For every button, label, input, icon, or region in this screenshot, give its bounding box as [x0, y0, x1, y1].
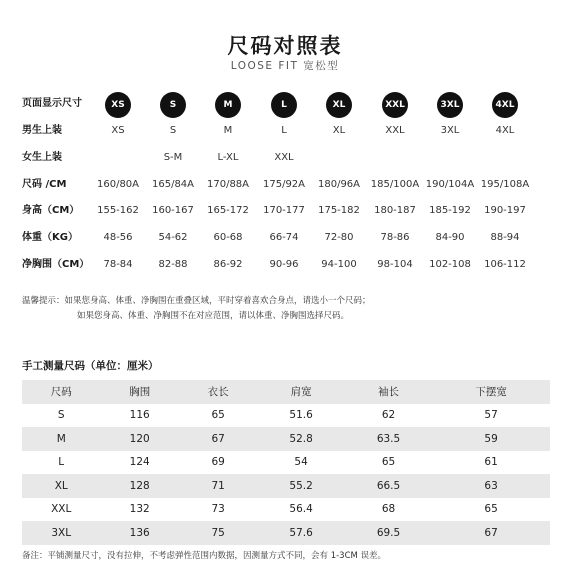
measurement-cell: 69.5	[345, 521, 432, 545]
size-cell: 170/88A	[206, 179, 250, 190]
column-header: 衣长	[179, 380, 257, 404]
measurement-cell: 67	[432, 521, 550, 545]
measurement-cell: 65	[211, 409, 225, 422]
size-cell: 180-187	[374, 205, 416, 216]
size-cell: 78-84	[103, 259, 133, 270]
size-chart-row	[0, 175, 570, 195]
measurement-cell: 69	[211, 456, 225, 469]
size-name-cell: M	[22, 427, 100, 451]
size-cell: 190-197	[484, 205, 526, 216]
size-cell: 175/92A	[262, 179, 306, 190]
measurement-cell: 116	[129, 409, 150, 422]
measurement-cell: 73	[211, 503, 225, 516]
size-cell: 155-162	[97, 205, 139, 216]
measurement-cell: 52.8	[257, 427, 344, 451]
row-label: 净胸围（CM）	[22, 259, 90, 270]
size-badge: XS	[105, 92, 131, 118]
measurement-cell: 51.6	[289, 409, 313, 422]
size-cell: 94-100	[321, 259, 357, 270]
row-label: 页面显示尺寸	[22, 98, 82, 109]
size-cell: 88-94	[490, 232, 520, 243]
size-cell: 185/100A	[370, 179, 420, 190]
size-name-cell: XL	[22, 474, 100, 498]
tips-line-1: 温馨提示：如果您身高、体重、净胸围在重叠区域，平时穿着喜欢合身点，请选小一个尺码；	[22, 296, 371, 306]
measurement-cell: 128	[100, 474, 178, 498]
tips-block	[22, 294, 371, 324]
size-cell: 86-92	[213, 259, 243, 270]
size-cell: S-M	[163, 152, 183, 163]
measurement-heading: 手工测量尺码（单位：厘米）	[22, 360, 159, 372]
table-row	[22, 427, 550, 451]
measurement-cell: 54	[294, 456, 308, 469]
size-chart-row	[0, 94, 570, 114]
size-cell: 160/80A	[96, 179, 140, 190]
size-cell: M	[223, 125, 233, 136]
size-cell: 82-88	[158, 259, 188, 270]
row-label: 尺码 /CM	[22, 179, 67, 190]
size-cell: XXL	[385, 125, 405, 136]
size-cell: XS	[111, 125, 125, 136]
row-label: 女生上装	[22, 152, 62, 163]
column-header: 胸围	[100, 380, 178, 404]
size-cell	[420, 148, 480, 168]
measurement-table	[22, 380, 550, 545]
size-cell: 72-80	[324, 232, 354, 243]
measurement-cell: 55.2	[257, 474, 344, 498]
size-name-cell: XXL	[51, 503, 72, 516]
measurement-cell: 63.5	[345, 427, 432, 451]
measurement-cell: 63	[432, 474, 550, 498]
size-cell: 98-104	[377, 259, 413, 270]
size-cell: 180/96A	[317, 179, 361, 190]
row-label: 身高（CM）	[22, 205, 80, 216]
measurement-cell: 120	[100, 427, 178, 451]
column-header: 袖长	[345, 380, 432, 404]
measurement-cell: 75	[179, 521, 257, 545]
size-cell	[365, 148, 425, 168]
size-cell: L	[281, 125, 287, 136]
size-badge: 4XL	[492, 92, 518, 118]
size-cell: 54-62	[158, 232, 188, 243]
size-cell: 90-96	[269, 259, 299, 270]
measurement-cell: 66.5	[345, 474, 432, 498]
measurement-cell: 71	[179, 474, 257, 498]
table-row	[22, 404, 550, 428]
measurement-cell: 65	[484, 503, 498, 516]
measurement-cell: 57.6	[257, 521, 344, 545]
size-cell: XL	[332, 125, 346, 136]
measurement-header-row	[22, 380, 550, 404]
size-cell: 106-112	[484, 259, 526, 270]
table-row	[22, 474, 550, 498]
row-label: 体重（KG）	[22, 232, 78, 243]
size-cell: 185-192	[429, 205, 471, 216]
table-row	[22, 521, 550, 545]
size-cell: 66-74	[269, 232, 299, 243]
table-row	[22, 498, 550, 522]
size-cell: 48-56	[103, 232, 133, 243]
size-cell	[475, 148, 535, 168]
size-cell: 170-177	[263, 205, 305, 216]
size-cell: 195/108A	[480, 179, 530, 190]
size-cell: 160-167	[152, 205, 194, 216]
size-cell: L-XL	[217, 152, 239, 163]
size-cell: 4XL	[495, 125, 515, 136]
size-badge: S	[160, 92, 186, 118]
measurement-cell: 56.4	[289, 503, 313, 516]
size-badge: M	[215, 92, 241, 118]
size-name-cell: L	[58, 456, 65, 469]
size-name-cell: 3XL	[22, 521, 100, 545]
size-chart-row	[0, 228, 570, 248]
size-chart-row	[0, 255, 570, 275]
column-header: 肩宽	[257, 380, 344, 404]
measurement-cell: 59	[432, 427, 550, 451]
footnote: 备注：平铺测量尺寸，没有拉伸，不考虑弹性范围内数据，因测量方式不同，会有 1-3CM 误差。	[22, 551, 387, 561]
measurement-cell: 136	[100, 521, 178, 545]
measurement-cell: 61	[484, 456, 498, 469]
size-chart-row	[0, 201, 570, 221]
size-cell: 3XL	[440, 125, 460, 136]
measurement-cell: 67	[179, 427, 257, 451]
size-badge: XXL	[382, 92, 408, 118]
size-cell: 102-108	[429, 259, 471, 270]
measurement-cell: 62	[381, 409, 396, 422]
size-badge: 3XL	[437, 92, 463, 118]
measurement-cell: 68	[381, 503, 396, 516]
column-header: 下摆宽	[432, 380, 550, 404]
size-name-cell: S	[57, 409, 65, 422]
column-header: 尺码	[22, 380, 100, 404]
size-cell: 190/104A	[425, 179, 475, 190]
size-badge: L	[271, 92, 297, 118]
size-cell: 165-172	[207, 205, 249, 216]
size-badge: XL	[326, 92, 352, 118]
size-cell	[88, 148, 148, 168]
size-cell: 175-182	[318, 205, 360, 216]
size-cell: 84-90	[435, 232, 465, 243]
table-row	[22, 451, 550, 475]
page-title: 尺码对照表	[227, 34, 343, 58]
page-subtitle: LOOSE FIT 宽松型	[230, 60, 340, 72]
size-cell: 165/84A	[151, 179, 195, 190]
size-chart-row	[0, 121, 570, 141]
size-chart-row	[0, 148, 570, 168]
size-cell: S	[169, 125, 177, 136]
measurement-cell: 132	[129, 503, 150, 516]
row-label: 男生上装	[22, 125, 62, 136]
measurement-cell: 124	[129, 456, 150, 469]
size-cell	[309, 148, 369, 168]
size-cell: 78-86	[380, 232, 410, 243]
tips-line-2: 如果您身高、体重、净胸围不在对应范围，请以体重、净胸围选择尺码。	[77, 311, 350, 321]
measurement-cell: 65	[381, 456, 396, 469]
size-cell: 60-68	[213, 232, 243, 243]
measurement-cell: 57	[484, 409, 498, 422]
size-cell: XXL	[274, 152, 294, 163]
